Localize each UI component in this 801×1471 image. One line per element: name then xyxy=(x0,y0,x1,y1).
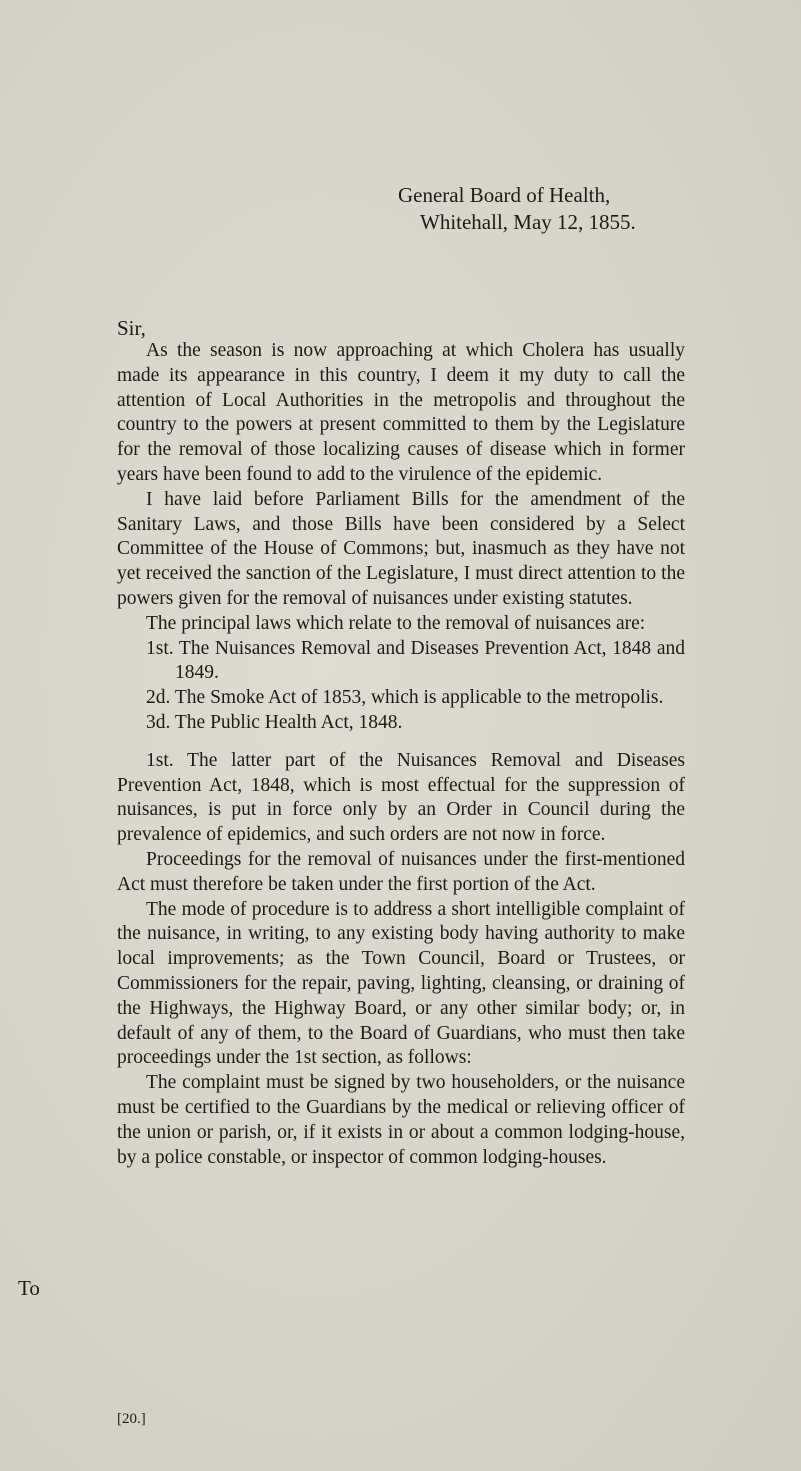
paragraph: As the season is now approaching at which Cholera has usually made its appearance in this country, I deem it my duty to call the attention of Local Authorities in the metropolis and throughout the country to the powers at present committed to them by the Legislature for the removal of those localizing causes of disease which in former years have been found to add to the virulence of the epidemic. xyxy=(117,340,685,485)
salutation: Sir, xyxy=(117,316,146,340)
paragraph: I have laid before Parliament Bills for the amendment of the Sanitary Laws, and those Bills have been considered by a Select Committee of the House of Commons; but, inasmuch as they have not yet received the sanction of the Legislature, I must direct attention to the powers given for the removal of nuisances under existing statutes. xyxy=(117,488,685,609)
letter-heading xyxy=(398,182,636,236)
paragraph: Proceedings for the removal of nuisances under the first-mentioned Act must therefore be taken under the first portion of the Act. xyxy=(117,848,685,895)
law-list-item: 1st. The Nuisances Removal and Diseases Prevention Act, 1848 and 1849. xyxy=(146,637,685,684)
heading-line-1: General Board of Health, xyxy=(398,183,611,207)
letter-body xyxy=(117,339,685,1170)
paragraph: The principal laws which relate to the removal of nuisances are: xyxy=(146,612,646,634)
heading-line-2: Whitehall, May 12, 1855. xyxy=(420,210,636,234)
law-list-item: 3d. The Public Health Act, 1848. xyxy=(146,711,403,733)
paragraph: The complaint must be signed by two householders, or the nuisance must be certified to the Guardians by the medical or relieving officer of the union or parish, or, if it exists in or about a common lodging-house, by a police constable, or inspector of common lodging-houses. xyxy=(117,1072,685,1168)
paragraph: 1st. The latter part of the Nuisances Removal and Diseases Prevention Act, 1848, which is most effectual for the suppression of nuisances, is put in force only by an Order in Council during the prevalence of epidemics, and such orders are not now in force. xyxy=(117,749,685,846)
addressee-label: To xyxy=(18,1276,40,1300)
form-number: [20.] xyxy=(117,1411,146,1427)
paragraph: The mode of procedure is to address a short intelligible complaint of the nuisance, in writing, to any existing body having authority to make local improvements; as the Town Council, Board or Trustees, or Commissioners for the repair, paving, lighting, cleansing, or draining of the Highways, the Highway Board, or any other similar body; or, in default of any of them, to the Board of Guardians, who must then take proceedings under the 1st section, as follows: xyxy=(117,898,685,1069)
law-list-item: 2d. The Smoke Act of 1853, which is applicable to the metropolis. xyxy=(146,687,664,709)
